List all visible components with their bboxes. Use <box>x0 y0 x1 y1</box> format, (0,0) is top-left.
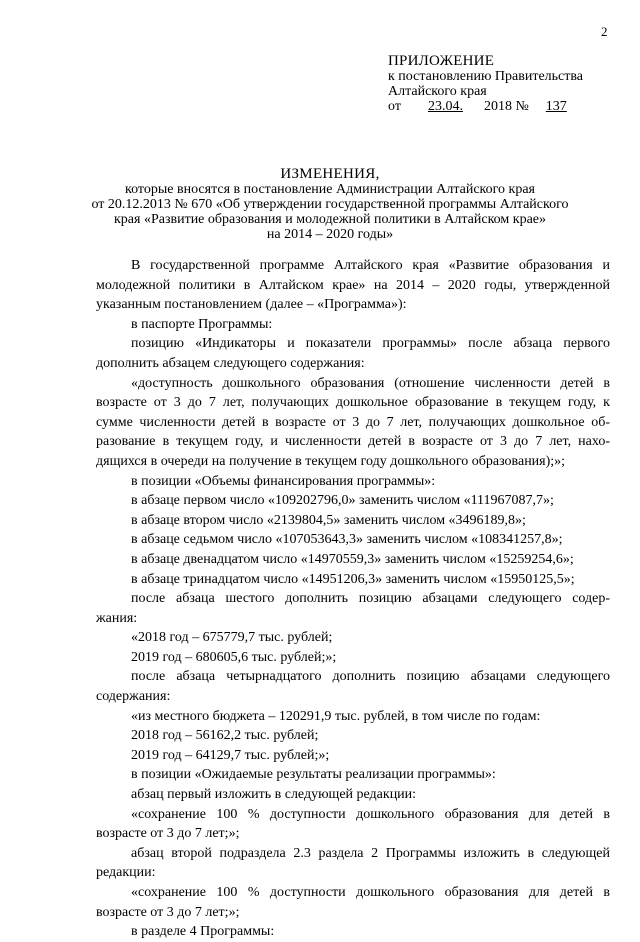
text-line: разование в текущем году, и численности детей в возрасте от 3 до 7 лет, нахо- <box>96 434 610 450</box>
text-line: дящихся в очереди на получение в текущем году дошкольного образования);»; <box>96 453 566 469</box>
text-line: после абзаца шестого дополнить позицию абзацами следующего содер- <box>131 591 610 607</box>
text-line: в паспорте Программы: <box>131 316 273 332</box>
text-line: молодежной политики в Алтайском крае» на 2014 – 2020 годы, утвержденной <box>96 277 610 293</box>
text-line: «2018 год – 675779,7 тыс. рублей; <box>131 630 333 646</box>
text-line: дополнить абзацем следующего содержания: <box>96 355 365 371</box>
text-line: в абзаце двенадцатом число «14970559,3» заменить числом «15259254,6»; <box>131 551 574 567</box>
number-sign: № <box>515 99 529 114</box>
heading-line: от 20.12.2013 № 670 «Об утверждении государственной программы Алтайского <box>91 197 569 212</box>
document-body <box>96 256 610 942</box>
text-line: в абзаце седьмом число «107053643,3» заменить числом «108341257,8»; <box>131 532 563 548</box>
text-line: в позиции «Объемы финансирования программы»: <box>131 473 436 489</box>
heading-line: края «Развитие образования и молодежной политики в Алтайском крае» <box>113 212 547 227</box>
text-line: сумме численности детей в возрасте от 3 до 7 лет, получающих дошкольное об- <box>96 414 610 430</box>
text-line: возрасте от 3 до 7 лет;»; <box>96 826 240 842</box>
text-line: 2019 год – 64129,7 тыс. рублей;»; <box>131 747 330 763</box>
text-line: «доступность дошкольного образования (отношение численности детей в <box>131 375 610 391</box>
text-line: указанным постановлением (далее – «Программа»): <box>96 297 407 313</box>
heading-line: на 2014 – 2020 годы» <box>266 227 394 242</box>
text-line: «сохранение 100 % доступности дошкольного образования для детей в <box>131 806 610 822</box>
text-line: редакции: <box>96 865 156 881</box>
text-line: в разделе 4 Программы: <box>131 924 275 940</box>
appendix-title: ПРИЛОЖЕНИЕ <box>388 53 495 69</box>
page-number: 2 <box>601 24 608 39</box>
text-line: В государственной программе Алтайского края «Развитие образования и <box>131 258 610 273</box>
text-line: в абзаце тринадцатом число «14951206,3» заменить числом «15950125,5»; <box>131 571 575 587</box>
text-line: возрасте от 3 до 7 лет, получающих дошкольное образование в текущем году, к <box>96 395 610 411</box>
text-line: возрасте от 3 до 7 лет;»; <box>96 904 240 920</box>
text-line: позицию «Индикаторы и показатели программы» после абзаца первого <box>131 336 610 352</box>
text-line: абзац первый изложить в следующей редакции: <box>131 787 417 803</box>
appendix-block <box>388 54 583 114</box>
heading-title: ИЗМЕНЕНИЯ, <box>280 166 380 182</box>
document-heading <box>60 167 600 242</box>
year: 2018 <box>483 99 512 114</box>
date-value: 23.04. <box>427 99 463 114</box>
number-value: 137 <box>545 99 567 114</box>
heading-line: которые вносятся в постановление Администрации Алтайского края <box>125 182 535 197</box>
text-line: в абзаце первом число «109202796,0» заменить числом «111967087,7»; <box>131 493 554 509</box>
text-line: в абзаце втором число «2139804,5» заменить числом «3496189,8»; <box>131 512 526 528</box>
text-line: в позиции «Ожидаемые результаты реализации программы»: <box>131 767 496 783</box>
appendix-line-1: к постановлению Правительства <box>388 69 584 84</box>
text-line: содержания: <box>96 689 171 705</box>
text-line: абзац второй подраздела 2.3 раздела 2 Программы изложить в следующей <box>131 845 610 861</box>
text-line: «из местного бюджета – 120291,9 тыс. рублей, в том числе по годам: <box>131 708 541 724</box>
text-line: 2019 год – 680605,6 тыс. рублей;»; <box>131 649 337 665</box>
date-prefix: от <box>388 99 401 114</box>
text-line: после абзаца четырнадцатого дополнить позицию абзацами следующего <box>131 669 610 685</box>
text-line: «сохранение 100 % доступности дошкольного образования для детей в <box>131 885 610 900</box>
appendix-line-2: Алтайского края <box>388 84 487 99</box>
text-line: жания: <box>96 610 138 626</box>
appendix-date-line <box>388 99 583 114</box>
text-line: 2018 год – 56162,2 тыс. рублей; <box>131 728 319 744</box>
